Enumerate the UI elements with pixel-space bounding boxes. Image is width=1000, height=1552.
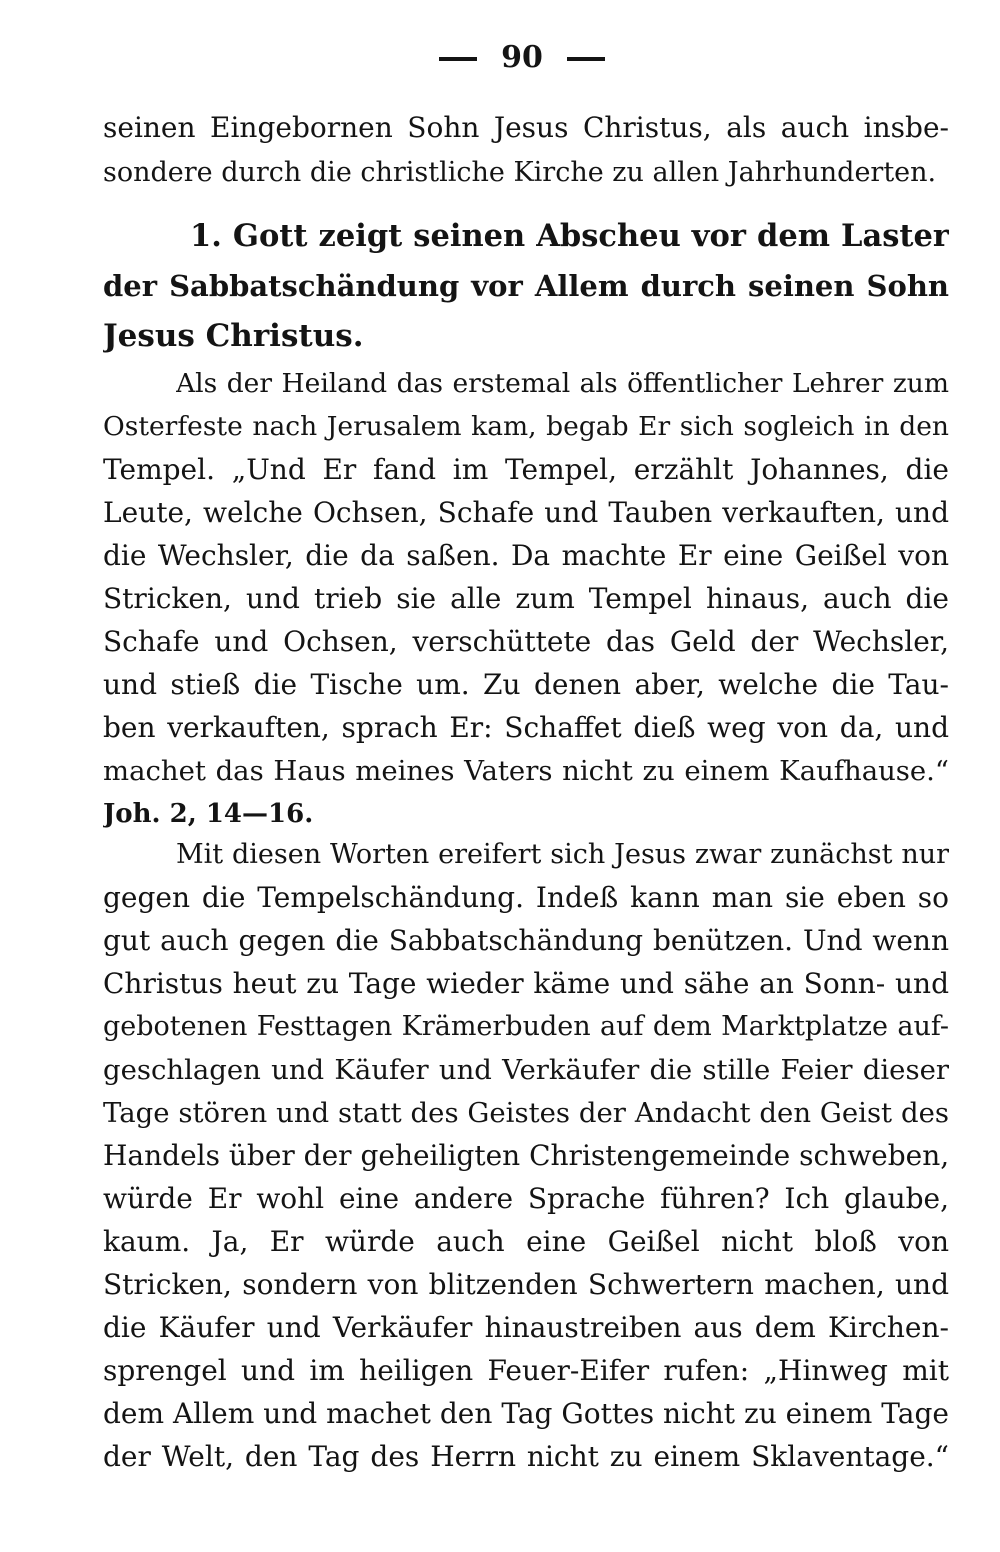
paragraph-line: gebotenen Festtagen Krämerbuden auf dem Marktplatze auf-: [103, 1011, 949, 1042]
paragraph-line: Leute, welche Ochsen, Schafe und Tauben verkauften, und: [103, 496, 949, 529]
paragraph-line: würde Er wohl eine andere Sprache führen? Ich glaube,: [103, 1182, 949, 1215]
bible-reference: Joh. 2, 14—16.: [103, 799, 314, 829]
paragraph-line: ben verkauften, sprach Er: Schaffet dieß weg von da, und: [103, 711, 949, 744]
paragraph-line: und stieß die Tische um. Zu denen aber, welche die Tau-: [103, 668, 949, 701]
paragraph-line: sprengel und im heiligen Feuer-Eifer rufen: „Hinweg mit: [103, 1354, 949, 1387]
paragraph-line: Als der Heiland das erstemal als öffentlicher Lehrer zum: [176, 368, 949, 399]
page-number: [0, 40, 1000, 75]
paragraph-line: Tempel. „Und Er fand im Tempel, erzählt Johannes, die: [103, 453, 949, 486]
right-dash: [567, 57, 605, 61]
intro-line: seinen Eingebornen Sohn Jesus Christus, als auch insbe-: [103, 111, 949, 144]
page-number-text: 90: [501, 40, 543, 75]
paragraph-line: gegen die Tempelschändung. Indeß kann man sie eben so: [103, 881, 949, 914]
left-dash: [439, 57, 477, 61]
intro-line: sondere durch die christliche Kirche zu allen Jahrhunderten.: [103, 157, 937, 188]
paragraph-line: kaum. Ja, Er würde auch eine Geißel nicht bloß von: [103, 1225, 949, 1258]
paragraph-line: Stricken, sondern von blitzenden Schwertern machen, und: [103, 1268, 949, 1301]
paragraph-line: der Welt, den Tag des Herrn nicht zu einem Sklaventage.“: [103, 1440, 949, 1473]
paragraph-line: Tage stören und statt des Geistes der Andacht den Geist des: [103, 1097, 949, 1129]
paragraph-line: Stricken, und trieb sie alle zum Tempel hinaus, auch die: [103, 582, 949, 615]
paragraph-line: die Käufer und Verkäufer hinaustreiben aus dem Kirchen-: [103, 1311, 949, 1344]
paragraph-line: gut auch gegen die Sabbatschändung benützen. Und wenn: [103, 924, 949, 957]
paragraph-line: Mit diesen Worten ereifert sich Jesus zwar zunächst nur: [176, 839, 949, 870]
paragraph-line: Handels über der geheiligten Christengemeinde schweben,: [103, 1139, 949, 1172]
paragraph-line: geschlagen und Käufer und Verkäufer die stille Feier dieser: [103, 1054, 949, 1086]
paragraph-line: Schafe und Ochsen, verschüttete das Geld der Wechsler,: [103, 625, 949, 658]
section-heading-line: Jesus Christus.: [103, 318, 364, 354]
paragraph-line: machet das Haus meines Vaters nicht zu einem Kaufhause.“: [103, 755, 949, 787]
section-heading-line: der Sabbatschändung vor Allem durch seinen Sohn: [103, 269, 949, 303]
paragraph-line: dem Allem und machet den Tag Gottes nicht zu einem Tage: [103, 1397, 949, 1430]
paragraph-line: die Wechsler, die da saßen. Da machte Er eine Geißel von: [103, 539, 949, 572]
paragraph-line: Christus heut zu Tage wieder käme und sähe an Sonn- und: [103, 967, 949, 1000]
paragraph-line: Osterfeste nach Jerusalem kam, begab Er sich sogleich in den: [103, 411, 949, 442]
section-heading-line: 1. Gott zeigt seinen Abscheu vor dem Laster: [190, 218, 949, 254]
